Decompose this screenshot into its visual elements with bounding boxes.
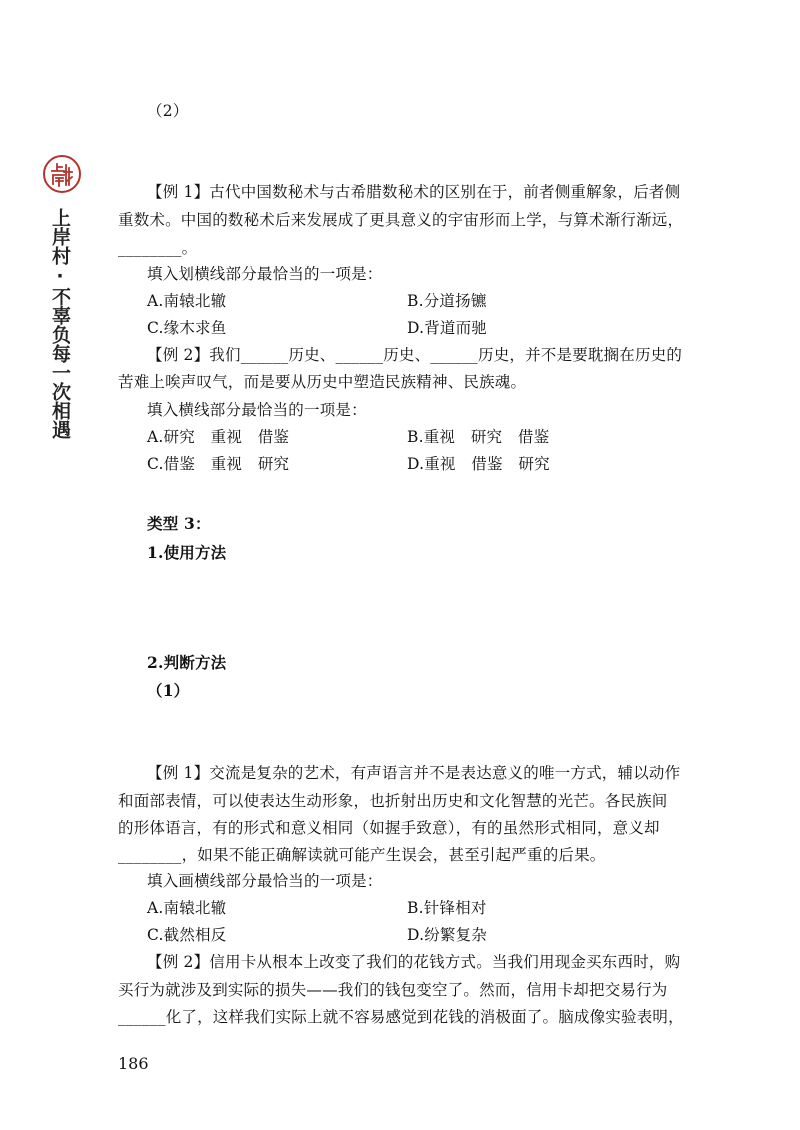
example-2-prompt: 填入横线部分最恰当的一项是：: [147, 401, 367, 419]
example-1-option-b: B.分道扬镳: [407, 292, 487, 310]
example-2-option-a: A.研究 重视 借鉴: [147, 428, 290, 446]
type-3-heading: 类型 3：: [147, 514, 211, 533]
example-3-option-d: D.纷繁复杂: [407, 926, 488, 944]
side-motto: 上岸村·不辜负每一次相遇: [49, 208, 71, 439]
example-2-line-1: 【例 2】我们______历史、______历史、______历史，并不是要耽搁在历史的: [147, 346, 683, 364]
example-1-line-3: ________。: [118, 239, 198, 257]
judge-method-heading: 2.判断方法: [147, 653, 227, 672]
example-1-option-c: C.缘木求鱼: [147, 319, 227, 337]
subsection-2: （2）: [147, 102, 189, 120]
seal-glyph-icon: [45, 157, 79, 191]
example-1-line-2: 重数术。中国的数秘术后来发展成了更具意义的宇宙形而上学，与算术渐行渐远，: [118, 211, 684, 229]
example-4-line-2: 买行为就涉及到实际的损失——我们的钱包变空了。然而，信用卡却把交易行为: [118, 981, 668, 999]
seal-logo: [43, 155, 81, 193]
example-3-line-4: ________，如果不能正确解读就可能产生误会，甚至引起严重的后果。: [118, 846, 606, 864]
example-3-option-c: C.截然相反: [147, 926, 227, 944]
example-2-option-b: B.重视 研究 借鉴: [407, 428, 550, 446]
example-3-line-1: 【例 1】交流是复杂的艺术，有声语言并不是表达意义的唯一方式，辅以动作: [147, 764, 681, 782]
subsection-1: （1）: [147, 681, 190, 700]
example-3-option-b: B.针锋相对: [407, 899, 487, 917]
example-4-line-1: 【例 2】信用卡从根本上改变了我们的花钱方式。当我们用现金买东西时，购: [147, 953, 681, 971]
example-3-prompt: 填入画横线部分最恰当的一项是：: [147, 872, 383, 890]
example-1-option-d: D.背道而驰: [407, 319, 488, 337]
example-3-option-a: A.南辕北辙: [147, 899, 227, 917]
example-2-line-2: 苦难上唉声叹气，而是要从历史中塑造民族精神、民族魂。: [118, 373, 527, 391]
example-2-option-d: D.重视 借鉴 研究: [407, 455, 550, 473]
usage-method-heading: 1.使用方法: [147, 543, 227, 562]
example-1-option-a: A.南辕北辙: [147, 292, 227, 310]
example-1-prompt: 填入划横线部分最恰当的一项是：: [147, 265, 383, 283]
example-3-line-2: 和面部表情，可以使表达生动形象，也折射出历史和文化智慧的光芒。各民族间: [118, 792, 668, 810]
page-number: 186: [118, 1054, 149, 1073]
example-3-line-3: 的形体语言，有的形式和意义相同（如握手致意），有的虽然形式相同，意义却: [118, 819, 660, 837]
example-2-option-c: C.借鉴 重视 研究: [147, 455, 290, 473]
example-1-line-1: 【例 1】古代中国数秘术与古希腊数秘术的区别在于，前者侧重解象，后者侧: [147, 183, 681, 201]
example-4-line-3: ______化了，这样我们实际上就不容易感觉到花钱的消极面了。脑成像实验表明，: [118, 1008, 684, 1026]
